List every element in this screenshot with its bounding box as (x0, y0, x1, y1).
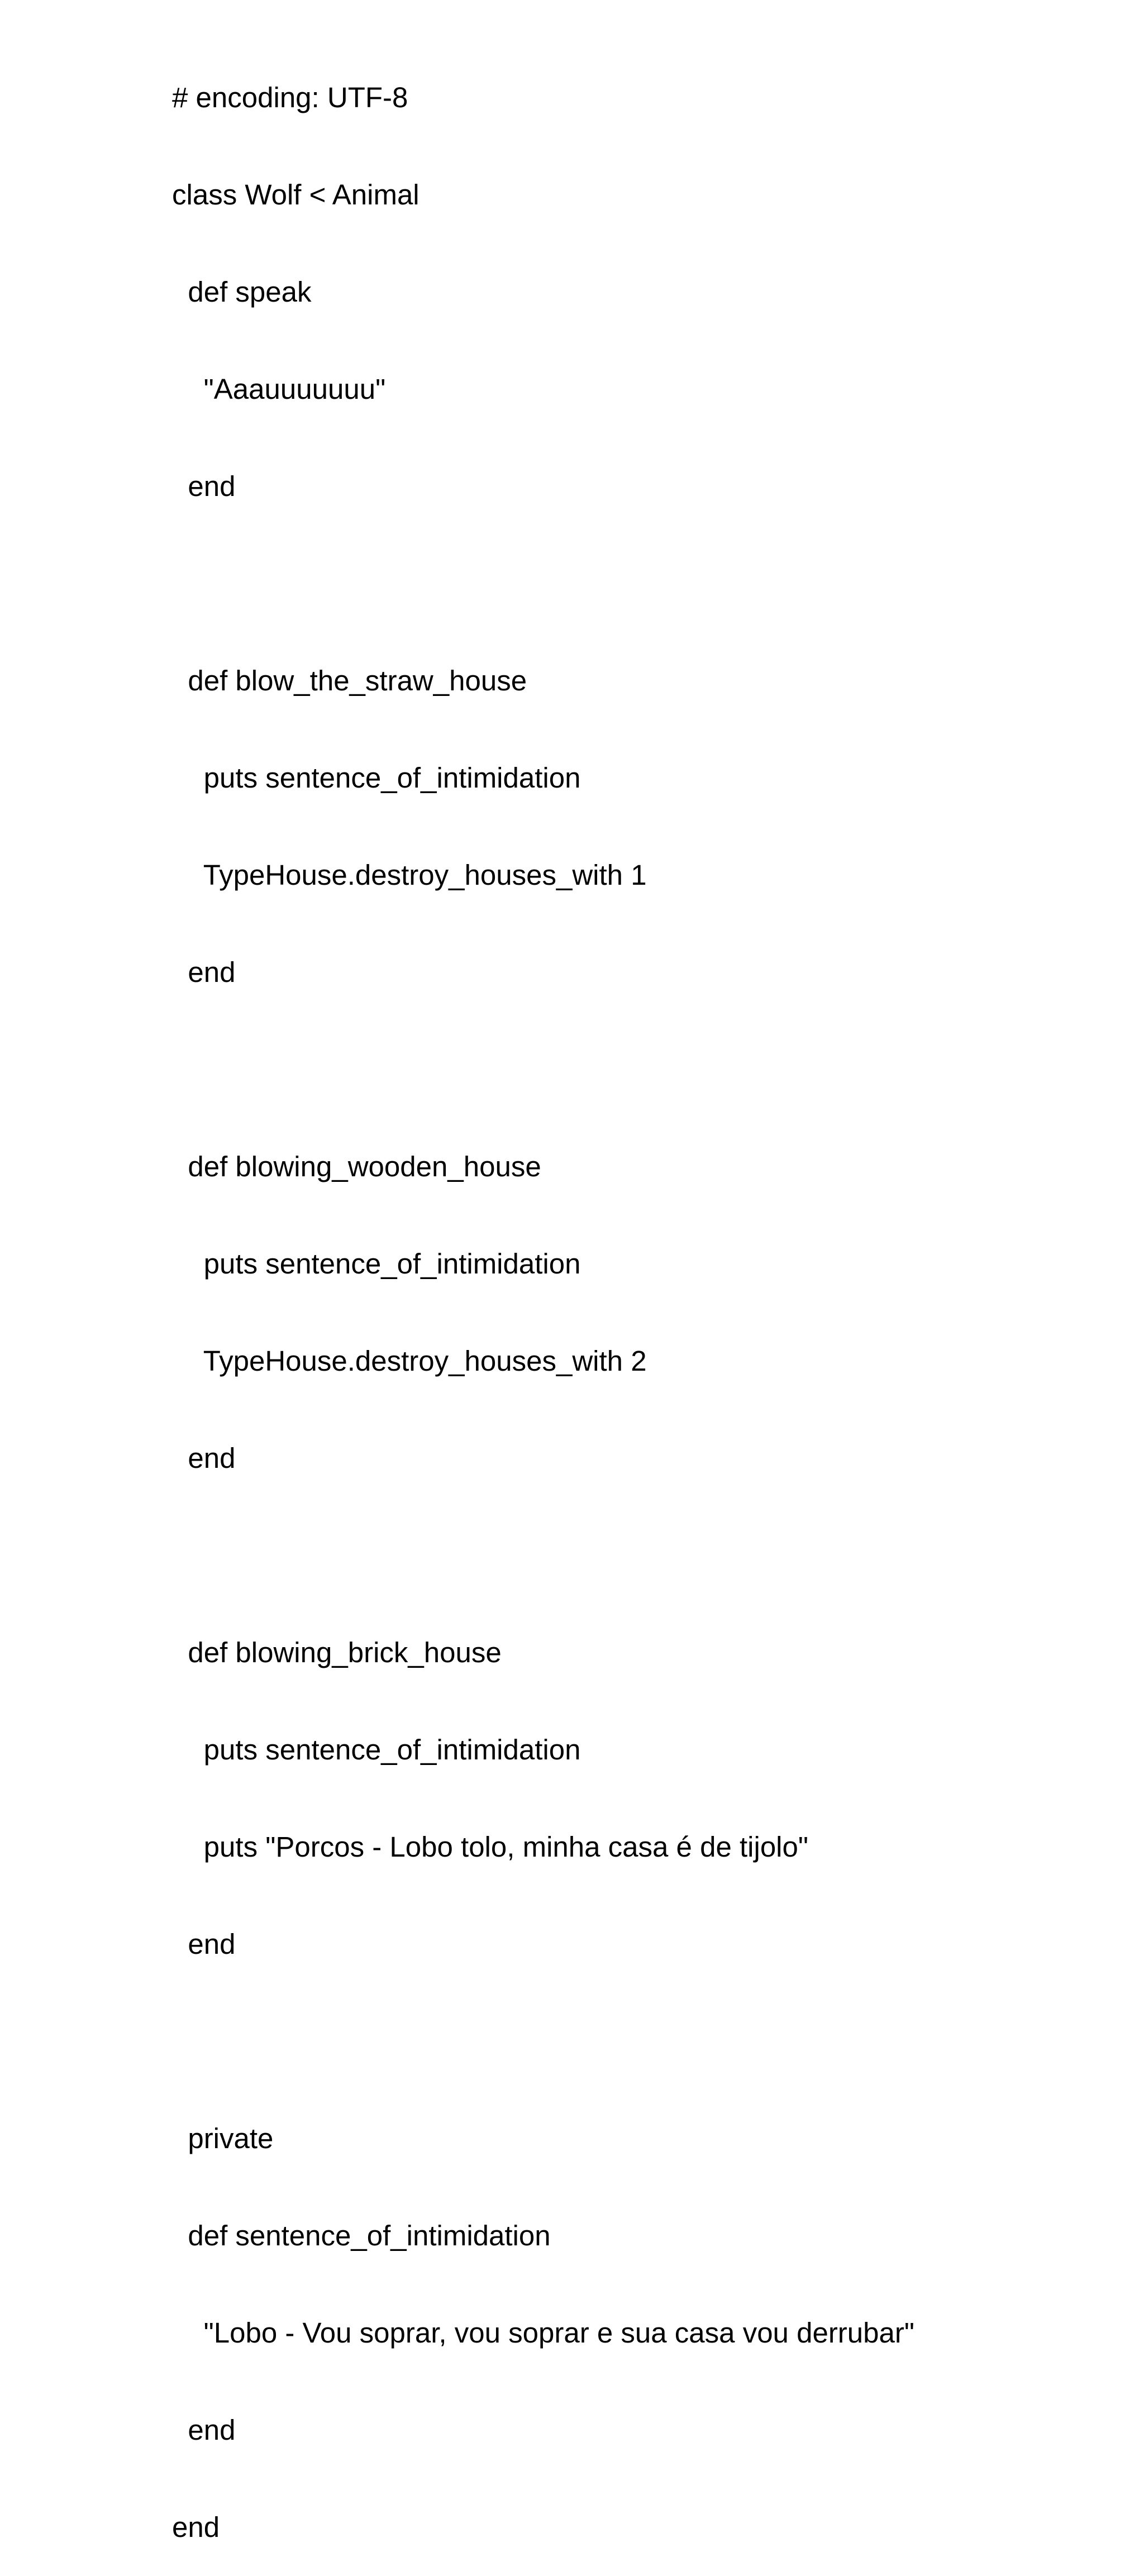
code-line-def-blowing-brick-house: def blowing_brick_house (172, 1637, 502, 1668)
code-line-puts-sentence: puts sentence_of_intimidation (172, 1248, 581, 1280)
code-line-def-speak: def speak (172, 276, 312, 308)
code-line-def-blowing-wooden-house: def blowing_wooden_house (172, 1151, 541, 1182)
code-line-private: private (172, 2122, 274, 2154)
code-line-puts-porcos-string: puts "Porcos - Lobo tolo, minha casa é de tijolo" (172, 1831, 808, 1863)
code-line-puts-sentence: puts sentence_of_intimidation (172, 762, 581, 794)
code-line-def-blow-the-straw-house: def blow_the_straw_house (172, 665, 527, 697)
code-line-end: end (172, 1928, 236, 1960)
code-line-blank (172, 567, 914, 600)
code-line-def-sentence-of-intimidation: def sentence_of_intimidation (172, 2220, 551, 2251)
code-line-class-declaration: class Wolf < Animal (172, 179, 420, 211)
code-line-destroy-houses-1: TypeHouse.destroy_houses_with 1 (172, 859, 647, 891)
code-line-destroy-houses-2: TypeHouse.destroy_houses_with 2 (172, 1345, 647, 1377)
code-line-encoding-comment: # encoding: UTF-8 (172, 82, 408, 113)
code-line-blank (172, 1053, 914, 1086)
code-line-end: end (172, 470, 236, 502)
code-line-lobo-string: "Lobo - Vou soprar, vou soprar e sua casa vou derrubar" (172, 2317, 914, 2349)
code-line-end: end (172, 956, 236, 988)
code-line-blank (172, 2025, 914, 2058)
code-line-blank (172, 1539, 914, 1572)
code-line-puts-sentence: puts sentence_of_intimidation (172, 1734, 581, 1766)
code-line-end: end (172, 2414, 236, 2446)
code-line-speak-string: "Aaauuuuuuu" (172, 373, 386, 405)
code-line-end: end (172, 1442, 236, 1474)
code-listing (172, 17, 914, 2576)
code-line-class-end: end (172, 2511, 220, 2543)
